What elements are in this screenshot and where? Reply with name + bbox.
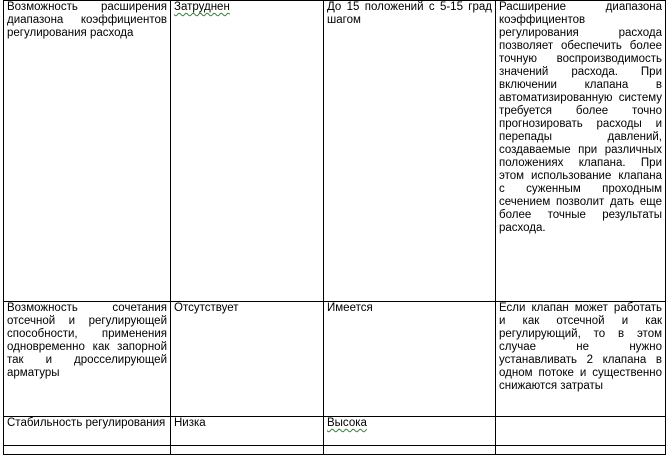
criterion-text: Возможность расширения диапазона коэффициентов регулирования расхода — [7, 1, 167, 39]
proposed-value-cell — [324, 302, 496, 417]
current-value-text: Затруднен — [174, 1, 230, 13]
proposed-value-text: Высока — [327, 417, 367, 429]
criterion-text: Возможность сочетания отсечной и регулирующей способности, применения одновременно как запорной так и дросселирующей арматуры — [7, 302, 167, 379]
table-row — [4, 302, 666, 417]
current-value-text: Низка — [174, 417, 206, 429]
current-value-text: Отсутствует — [174, 302, 239, 314]
comment-cell — [496, 302, 666, 417]
criterion-cell — [4, 1, 171, 302]
comparison-table — [3, 0, 666, 455]
proposed-value-text: Имеется — [327, 302, 373, 314]
current-value-cell — [171, 302, 324, 417]
current-value-cell — [171, 417, 324, 446]
comment-text: Если клапан может работать и как отсечной и как регулирующий, то в этом случае не нужно устанавливать 2 клапана в одном потоке и существенно снижаются затраты — [499, 302, 662, 392]
table-row — [4, 417, 666, 446]
table-row — [4, 1, 666, 302]
proposed-value-cell — [324, 1, 496, 302]
proposed-value-cell — [324, 417, 496, 446]
criterion-cell — [4, 302, 171, 417]
current-value-cell — [171, 1, 324, 302]
proposed-value-text: До 15 положений с 5-15 град шагом — [327, 1, 492, 26]
comment-cell — [496, 417, 666, 446]
criterion-text: Стабильность регулирования — [7, 417, 166, 429]
comment-text: Расширение диапазона коэффициентов регулирования расхода позволяет обеспечить более точную воспроизводимость значений расхода. При включении клапана в автоматизированную систему требуется более точно прогнозировать расходы и перепады давлений, создаваемые при различных положениях клапана. При этом использование клапана с суженным проходным сечением позволит дать еще более точные результаты расхода. — [499, 1, 662, 234]
criterion-cell — [4, 417, 171, 446]
comment-cell — [496, 1, 666, 302]
table-row-partial — [4, 446, 666, 455]
